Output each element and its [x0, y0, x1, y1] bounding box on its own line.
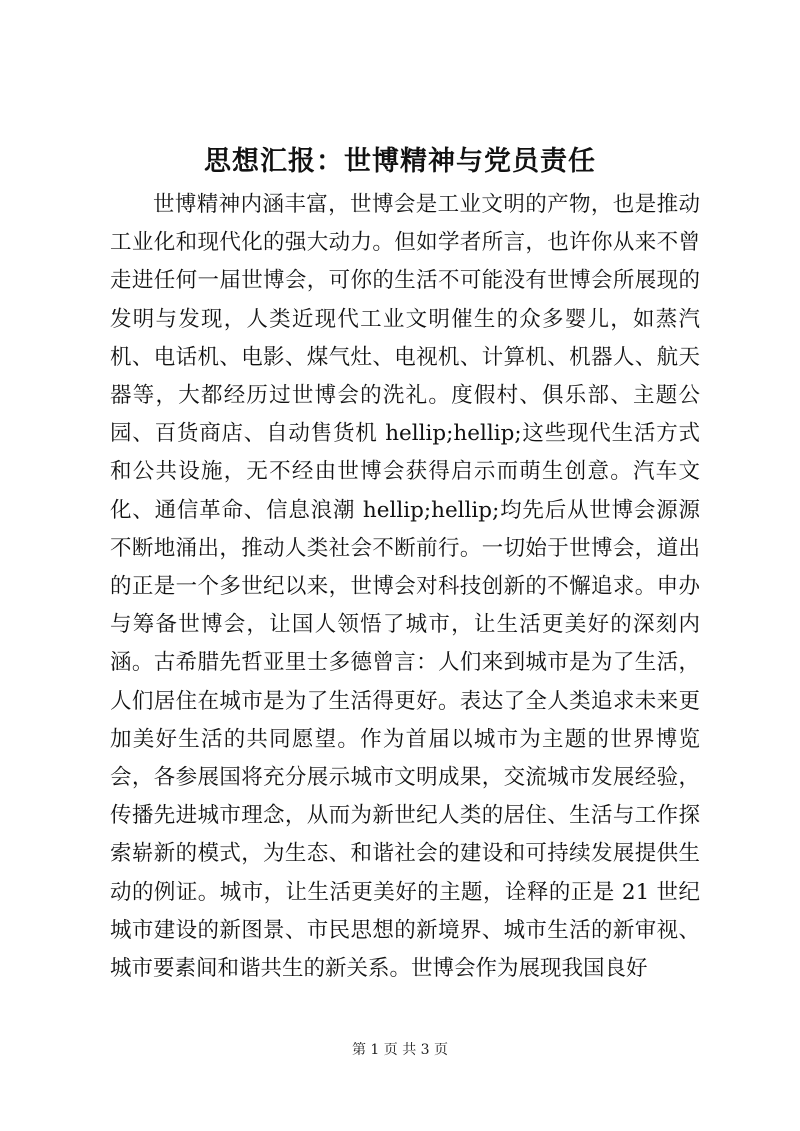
page-number-footer: 第 1 页 共 3 页 — [351, 1042, 449, 1058]
body-paragraph: 世博精神内涵丰富，世博会是工业文明的产物，也是推动工业化和现代化的强大动力。但如学者所言，也许你从来不曾走进任何一届世博会，可你的生活不可能没有世博会所展现的发明与发现，人类近现代工业文明催生的众多婴儿，如蒸汽机、电话机、电影、煤气灶、电视机、计算机、机器人、航天器等，大都经历过世博会的洗礼。度假村、俱乐部、主题公园、百货商店、自动售货机 hellip;hellip;这些现代生活方式和公共设施，无不经由世博会获得启示而萌生创意。汽车文化、通信革命、信息浪潮 hellip;hellip;均先后从世博会源源不断地涌出，推动人类社会不断前行。一切始于世博会，道出的正是一个多世纪以来，世博会对科技创新的不懈追求。申办与筹备世博会，让国人领悟了城市，让生活更美好的深刻内涵。古希腊先哲亚里士多德曾言：人们来到城市是为了生活，人们居住在城市是为了生活得更好。表达了全人类追求未来更加美好生活的共同愿望。作为首届以城市为主题的世界博览会，各参展国将充分展示城市文明成果，交流城市发展经验，传播先进城市理念，从而为新世纪人类的居住、生活与工作探索崭新的模式，为生态、和谐社会的建设和可持续发展提供生动的例证。城市，让生活更美好的主题，诠释的正是 21 世纪城市建设的新图景、市民思想的新境界、城市生活的新审视、城市要素间和谐共生的新关系。世博会作为展现我国良好 — [110, 192, 700, 982]
document-title: 思想汇报：世博精神与党员责任 — [204, 146, 596, 177]
